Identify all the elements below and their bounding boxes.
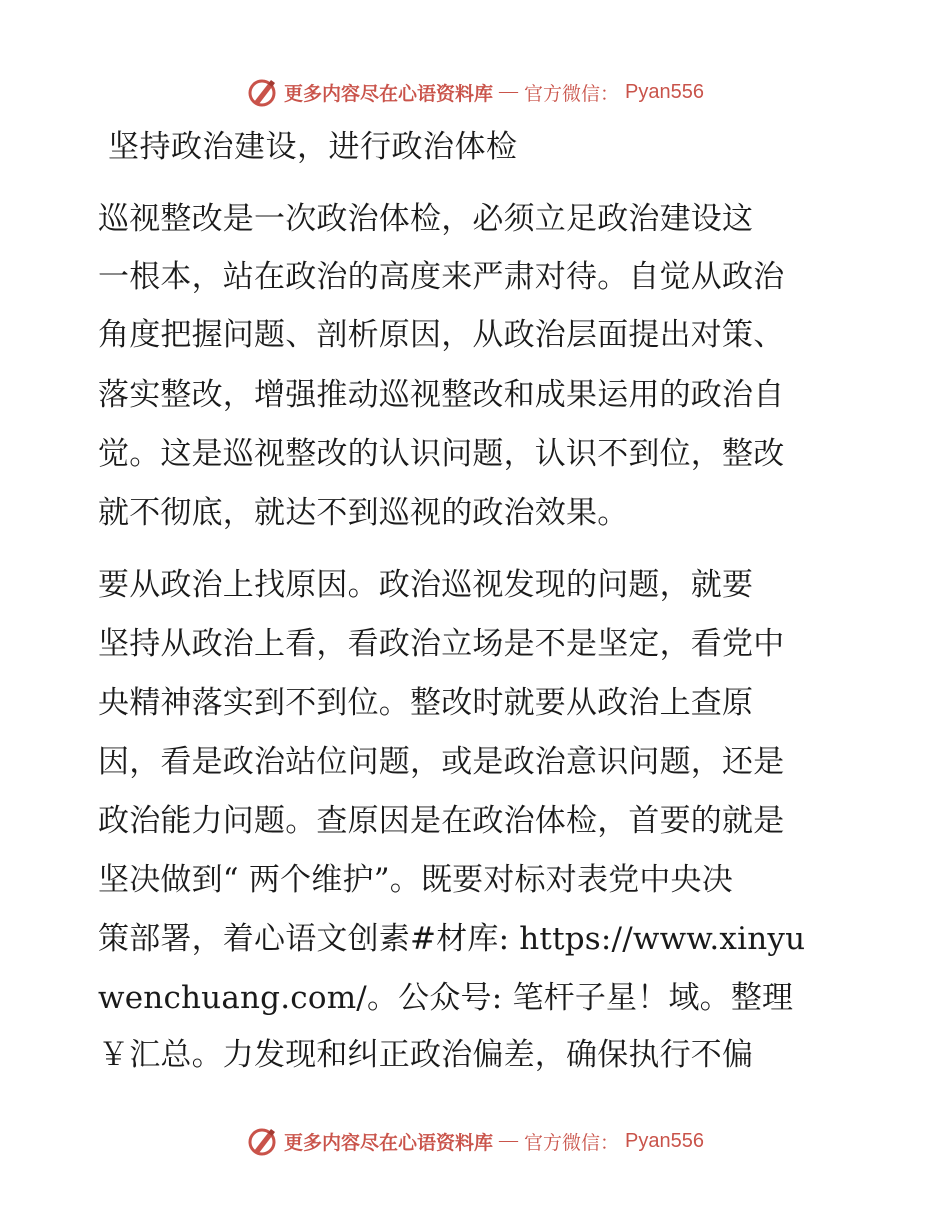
watermark-footer <box>0 1121 950 1161</box>
pen-logo-icon <box>246 76 278 108</box>
watermark-wechat-id: Pyan556 <box>625 1129 704 1152</box>
paragraph-2-line-6: 坚决做到“ 两个维护”。既要对标对表党中央决 <box>98 862 733 898</box>
paragraph-2-line-8: wenchuang.com/。公众号: 笔杆子星！域。整理 <box>98 980 794 1016</box>
watermark-brand: 更多内容尽在心语资料库 <box>284 1131 494 1154</box>
paragraph-1-line-2: 一根本，站在政治的高度来严肃对待。自觉从政治 <box>98 259 785 295</box>
watermark-official-label: 官方微信： <box>524 82 620 105</box>
paragraph-2-line-2: 坚持从政治上看，看政治立场是不是坚定，看党中 <box>98 626 785 662</box>
paragraph-2-line-5: 政治能力问题。查原因是在政治体检，首要的就是 <box>98 803 785 839</box>
watermark-official-label: 官方微信： <box>524 1131 620 1154</box>
paragraph-1-line-3: 角度把握问题、剖析原因，从政治层面提出对策、 <box>98 317 785 353</box>
pen-logo-icon <box>246 1125 278 1157</box>
paragraph-2-line-7: 策部署，着心语文创素#材库: https://www.xinyu <box>98 921 806 957</box>
watermark-dash: — <box>499 81 519 102</box>
paragraph-1-line-1: 巡视整改是一次政治体检，必须立足政治建设这 <box>98 201 754 237</box>
paragraph-2-line-3: 央精神落实到不到位。整改时就要从政治上查原 <box>98 685 754 721</box>
watermark-header <box>0 72 950 112</box>
document-title: 坚持政治建设，进行政治体检 <box>108 129 518 165</box>
paragraph-2-line-9: ￥汇总。力发现和纠正政治偏差，确保执行不偏 <box>98 1037 754 1073</box>
paragraph-2-line-4: 因，看是政治站位问题，或是政治意识问题，还是 <box>98 744 785 780</box>
watermark-dash: — <box>499 1130 519 1151</box>
paragraph-2-line-1: 要从政治上找原因。政治巡视发现的问题，就要 <box>98 567 754 603</box>
watermark-brand: 更多内容尽在心语资料库 <box>284 82 494 105</box>
watermark-wechat-id: Pyan556 <box>625 80 704 103</box>
paragraph-1-line-5: 觉。这是巡视整改的认识问题，认识不到位，整改 <box>98 436 785 472</box>
paragraph-1-line-4: 落实整改，增强推动巡视整改和成果运用的政治自 <box>98 377 785 413</box>
paragraph-1-line-6: 就不彻底，就达不到巡视的政治效果。 <box>98 495 629 531</box>
